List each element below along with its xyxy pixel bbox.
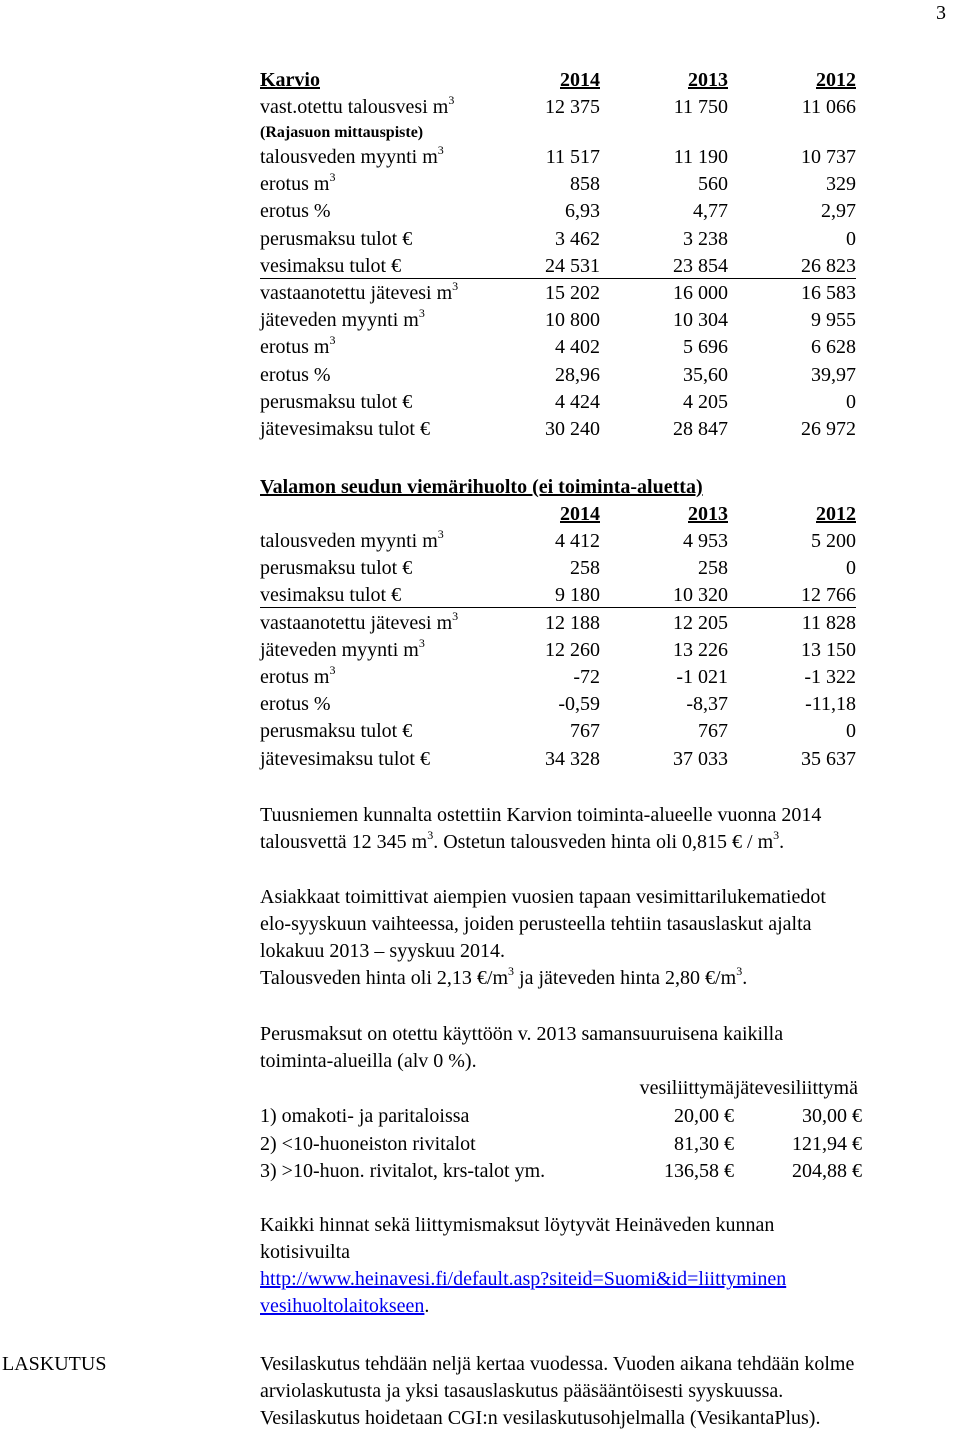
row-value: 37 033 [673, 747, 728, 770]
row-value: 26 972 [801, 418, 856, 440]
row-value: 767 [698, 720, 728, 743]
row-value: 39,97 [811, 363, 856, 386]
row-value: -0,59 [558, 693, 600, 716]
row-value: 12 205 [673, 611, 728, 634]
table-row [260, 718, 860, 745]
karvio-year-2012: 2012 [816, 69, 856, 91]
laskutus-heading: LASKUTUS [2, 1353, 107, 1375]
row-value: 11 517 [545, 146, 600, 168]
row-label: perusmaksu tulot € [260, 720, 413, 743]
row-label: erotus m [260, 336, 330, 359]
row-value: 11 066 [801, 96, 856, 118]
asiakkaat-line-4: Talousveden hinta oli 2,13 $€/m^3$ ja jäteveden hinta 2,80 $€/m^3$. [260, 964, 748, 989]
row-label-superscript: 3 [329, 170, 336, 185]
row-label-group [260, 94, 454, 121]
row-value: -1 322 [804, 666, 856, 688]
table-row [260, 746, 860, 773]
row-label: vastaanotettu jätevesi m [260, 611, 453, 634]
laskutus-line-2: arviolaskutusta ja yksi tasauslaskutus pääsääntöisesti syyskuussa. [260, 1380, 784, 1402]
row-value: 35,60 [683, 363, 728, 386]
row-label: talousveden myynti m [260, 146, 438, 168]
row-label: vastaanotettu jätevesi m [260, 282, 453, 304]
row-label-superscript: 3 [448, 93, 455, 107]
row-label-superscript: 3 [452, 608, 459, 623]
table-row [260, 253, 860, 280]
row-value: 6,93 [565, 200, 600, 223]
laskutus-line-3: Vesilaskutus hoidetaan CGI:n vesilaskutusohjelmalla (VesikantaPlus). [260, 1407, 821, 1429]
valamo-title-row [260, 474, 900, 501]
row-value: 11 750 [673, 96, 728, 118]
asiakkaat-line-3: lokakuu 2013 – syyskuu 2014. [260, 940, 505, 962]
row-value: 767 [570, 720, 600, 743]
row-label: jätevesimaksu tulot € [260, 418, 430, 440]
row-label-group [260, 610, 458, 637]
row-value: 10 737 [801, 146, 856, 168]
table-row [260, 94, 860, 121]
row-value: 16 583 [801, 282, 856, 304]
table-row [260, 119, 860, 146]
table-row [260, 389, 860, 416]
fee-row [260, 1103, 880, 1130]
fee-vesiliittyma: 136,58 € [664, 1160, 734, 1182]
karvio-title: Karvio [260, 69, 320, 91]
row-value: 23 854 [673, 254, 728, 277]
karvio-year-2014: 2014 [560, 69, 600, 91]
row-value: 3 462 [555, 227, 600, 250]
valamo-year-2013: 2013 [688, 503, 728, 525]
row-value: 4,77 [693, 200, 728, 223]
row-label: vast.otettu talousvesi m [260, 96, 449, 118]
row-value: 4 424 [555, 390, 600, 413]
row-label-superscript: 3 [452, 279, 459, 293]
row-value: 858 [570, 173, 600, 196]
row-label-superscript: 3 [418, 635, 425, 650]
row-value: 13 226 [673, 638, 728, 661]
row-value: 9 180 [555, 584, 600, 607]
perusmaksut-line-1: Perusmaksut on otettu käyttöön v. 2013 samansuuruisena kaikilla [260, 1023, 784, 1045]
fee-header-jatevesiliittyma: jätevesiliittymä [734, 1077, 858, 1099]
liittyminen-link[interactable]: http://www.heinavesi.fi/default.asp?siteid=Suomi&id=liittyminen [260, 1268, 787, 1290]
row-value: -11,18 [805, 693, 856, 716]
row-label: vesimaksu tulot € [260, 584, 402, 607]
row-label: erotus % [260, 363, 331, 386]
row-label-superscript: 3 [329, 663, 336, 677]
row-value: 11 828 [801, 611, 856, 634]
fee-label: 3) >10-huon. rivitalot, krs-talot ym. [260, 1160, 546, 1182]
page-number: 3 [936, 2, 946, 24]
total-underline [260, 278, 856, 279]
fee-header-vesiliittyma: vesiliittymä [639, 1077, 734, 1099]
row-value: 0 [846, 557, 856, 580]
row-value: 0 [846, 720, 856, 743]
row-value: 12 375 [545, 96, 600, 118]
valamo-year-2014: 2014 [560, 503, 600, 525]
row-label-group [260, 307, 425, 334]
row-value: 34 328 [545, 747, 600, 770]
row-label: erotus m [260, 173, 330, 196]
kaikki-line-1: Kaikki hinnat sekä liittymismaksut löytyvät Heinäveden kunnan [260, 1214, 775, 1236]
fee-row [260, 1158, 880, 1185]
row-value: 13 150 [801, 638, 856, 661]
table-row [260, 582, 860, 609]
perusmaksut-line-2: toiminta-alueilla (alv 0 %). [260, 1050, 477, 1072]
row-value: 12 766 [801, 584, 856, 607]
row-label-superscript: 3 [437, 527, 444, 541]
row-label-group [260, 528, 444, 555]
row-label: perusmaksu tulot € [260, 557, 413, 580]
row-label-group [260, 637, 425, 664]
row-value: 5 696 [683, 336, 728, 359]
valamo-header-row [260, 501, 860, 528]
laskutus-line-1: Vesilaskutus tehdään neljä kertaa vuodessa. Vuoden aikana tehdään kolme [260, 1353, 855, 1375]
table-row [260, 610, 860, 637]
row-value: 6 628 [811, 336, 856, 359]
table-row [260, 307, 860, 334]
fee-vesiliittyma: 20,00 € [674, 1105, 734, 1127]
karvio-header-row [260, 67, 860, 94]
row-label: jätevesimaksu tulot € [260, 747, 430, 770]
perusmaksut-paragraph [260, 1021, 950, 1075]
tuusniemi-line-2: talousvettä 12 345 $m^3$. Ostetun talousveden hinta oli 0,815 € / $m^3$. [260, 828, 785, 853]
row-label-group [260, 664, 335, 691]
laskutus-paragraph [260, 1351, 950, 1432]
row-label: erotus % [260, 693, 331, 716]
row-value: 10 304 [673, 309, 728, 332]
row-label: talousveden myynti m [260, 530, 438, 552]
row-label-group [260, 280, 458, 307]
table-row [260, 664, 860, 691]
row-value: 0 [846, 227, 856, 250]
table-row [260, 226, 860, 253]
valamo-year-2012: 2012 [816, 503, 856, 525]
asiakkaat-line-2: elo-syyskuun vaihteessa, joiden perusteella tehtiin tasauslaskut ajalta [260, 913, 812, 935]
row-label: jäteveden myynti m [260, 309, 419, 332]
valamo-title: Valamon seudun viemärihuolto (ei toiminta-aluetta) [260, 476, 703, 498]
total-underline [260, 607, 856, 608]
row-label: erotus m [260, 666, 330, 688]
row-value: 26 823 [801, 254, 856, 277]
row-value: 10 800 [545, 309, 600, 332]
fee-vesiliittyma: 81,30 € [674, 1132, 734, 1155]
row-value: 28,96 [555, 363, 600, 386]
row-value: 24 531 [545, 254, 600, 277]
row-label-superscript: 3 [437, 143, 444, 157]
asiakkaat-line-1: Asiakkaat toimittivat aiempien vuosien tapaan vesimittarilukematiedot [260, 886, 826, 908]
row-value: -8,37 [686, 693, 728, 716]
row-value: 30 240 [545, 418, 600, 440]
row-value: 11 190 [673, 146, 728, 168]
row-value: 4 412 [555, 530, 600, 552]
row-value: 4 402 [555, 336, 600, 359]
row-value: 0 [846, 390, 856, 413]
table-row [260, 198, 860, 225]
kaikki-line-2: kotisivuilta [260, 1241, 350, 1263]
fee-label: 2) <10-huoneiston rivitalot [260, 1132, 476, 1155]
row-value: -72 [573, 666, 600, 688]
fee-label: 1) omakoti- ja paritaloissa [260, 1105, 470, 1127]
karvio-year-2013: 2013 [688, 69, 728, 91]
row-value: 258 [698, 557, 728, 580]
tuusniemi-paragraph [260, 802, 950, 856]
table-row [260, 144, 860, 171]
table-row [260, 171, 860, 198]
table-row [260, 334, 860, 361]
kaikki-paragraph: Kaikki hinnat sekä liittymismaksut löytyvät Heinäveden kunnan kotisivuilta http://www.heinavesi.fi/default.asp?siteid=Suomi&id=liittyminen vesihuoltolaitokseen. [260, 1212, 950, 1320]
row-value: 35 637 [801, 747, 856, 770]
table-row [260, 280, 860, 307]
row-label: perusmaksu tulot € [260, 390, 413, 413]
fee-header-row [260, 1075, 880, 1102]
row-value: 12 188 [545, 611, 600, 634]
row-value: 5 200 [811, 530, 856, 552]
row-value: 3 238 [683, 227, 728, 250]
fee-jatevesiliittyma: 121,94 € [792, 1132, 862, 1155]
tuusniemi-line-1: Tuusniemen kunnalta ostettiin Karvion toiminta-alueelle vuonna 2014 [260, 804, 822, 826]
row-value: 4 953 [683, 530, 728, 552]
table-row [260, 691, 860, 718]
row-value: 2,97 [821, 200, 856, 223]
row-value: 258 [570, 557, 600, 580]
row-value: 4 205 [683, 390, 728, 413]
vesihuoltolaitos-link[interactable]: vesihuoltolaitokseen [260, 1295, 425, 1317]
row-label: perusmaksu tulot € [260, 227, 413, 250]
row-value: 560 [698, 173, 728, 196]
row-value: -1 021 [676, 666, 728, 688]
row-label-group [260, 171, 335, 198]
fee-row [260, 1131, 880, 1158]
row-label-superscript: 3 [329, 333, 336, 348]
fee-jatevesiliittyma: 30,00 € [802, 1105, 862, 1127]
row-value: 10 320 [673, 584, 728, 607]
asiakkaat-paragraph [260, 884, 950, 992]
table-row [260, 362, 860, 389]
row-label-superscript: 3 [418, 306, 425, 321]
row-label-group [260, 334, 335, 361]
row-label-group [260, 144, 444, 171]
table-row [260, 528, 860, 555]
row-label: erotus % [260, 200, 331, 223]
fee-jatevesiliittyma: 204,88 € [792, 1160, 862, 1182]
row-value: 9 955 [811, 309, 856, 332]
table-row [260, 416, 860, 443]
row-label: (Rajasuon mittauspiste) [260, 124, 424, 141]
table-row [260, 637, 860, 664]
row-label: jäteveden myynti m [260, 638, 419, 661]
row-value: 16 000 [673, 282, 728, 304]
row-label: vesimaksu tulot € [260, 254, 402, 277]
row-value: 15 202 [545, 282, 600, 304]
row-value: 329 [826, 173, 856, 196]
row-value: 28 847 [673, 418, 728, 440]
row-value: 12 260 [545, 638, 600, 661]
table-row [260, 555, 860, 582]
